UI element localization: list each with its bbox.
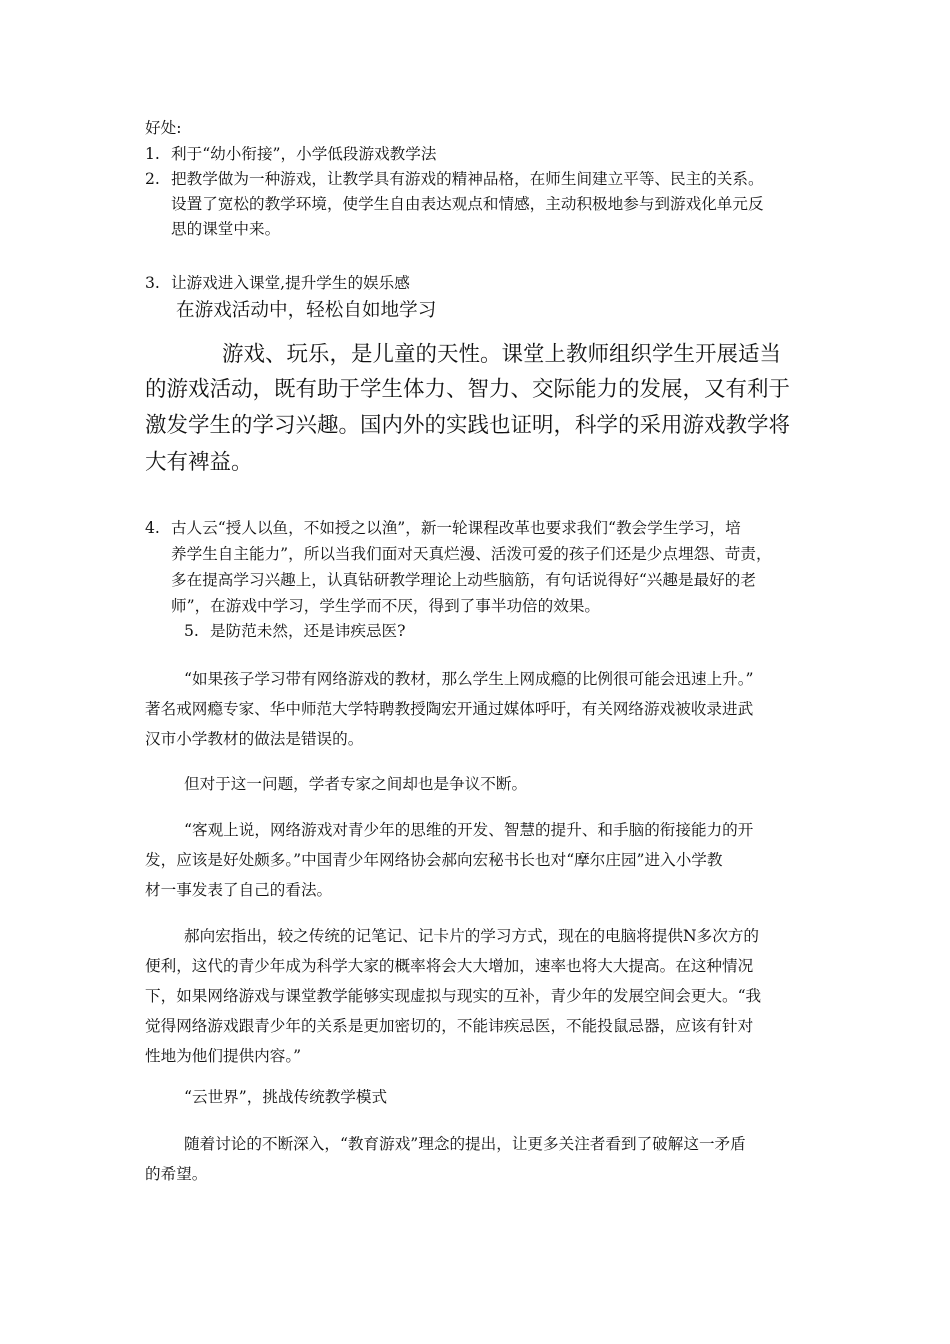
list-text: 让游戏进入课堂,提升学生的娱乐感 — [171, 274, 410, 292]
list-item-4-line-4: 师”，在游戏中学习，学生学而不厌，得到了事半功倍的效果。 — [171, 597, 601, 615]
list-item-2-line-3: 思的课堂中来。 — [171, 220, 281, 238]
large-paragraph-line-4: 大有裨益。 — [145, 450, 253, 475]
large-paragraph-line-1: 游戏、玩乐，是儿童的天性。课堂上教师组织学生开展适当 — [222, 342, 782, 367]
list-item-1 — [145, 143, 436, 165]
list-number: 3. — [145, 274, 160, 292]
list-number: 4. — [145, 519, 160, 537]
paragraph-3-line-2: 发，应该是好处颇多。”中国青少年网络协会郝向宏秘书长也对“摩尔庄园”进入小学教 — [145, 851, 723, 869]
list-item-2-line-2: 设置了宽松的教学环境，使学生自由表达观点和情感，主动积极地参与到游戏化单元反 — [171, 195, 764, 213]
list-item-2 — [145, 168, 764, 190]
paragraph-4-line-1: 郝向宏指出，较之传统的记笔记、记卡片的学习方式，现在的电脑将提供N多次方的 — [184, 927, 760, 945]
list-text: 是防范未然，还是讳疾忌医? — [210, 622, 406, 640]
paragraph-4-line-5: 性地为他们提供内容。” — [145, 1047, 302, 1065]
list-item-4 — [145, 517, 741, 539]
paragraph-3-line-1: “客观上说，网络游戏对青少年的思维的开发、智慧的提升、和手脑的衔接能力的开 — [184, 821, 754, 839]
paragraph-2-line-1: 但对于这一问题，学者专家之间却也是争议不断。 — [184, 775, 528, 793]
paragraph-1-line-1: “如果孩子学习带有网络游戏的教材，那么学生上网成瘾的比例很可能会迅速上升。” — [184, 670, 754, 688]
heading-benefits: 好处: — [145, 119, 182, 137]
list-item-3 — [145, 272, 410, 294]
list-item-4-line-3: 多在提高学习兴趣上，认真钻研教学理论上动些脑筋，有句话说得好“兴趣是最好的老 — [171, 571, 756, 589]
subheading: 在游戏活动中，轻松自如地学习 — [176, 300, 437, 321]
paragraph-4-line-3: 下，如果网络游戏与课堂教学能够实现虚拟与现实的互补，青少年的发展空间会更大。“我 — [145, 987, 762, 1005]
list-item-4-line-2: 养学生自主能力”，所以当我们面对天真烂漫、活泼可爱的孩子们还是少点埋怨、苛责， — [171, 545, 772, 563]
paragraph-1-line-3: 汉市小学教材的做法是错误的。 — [145, 730, 364, 748]
list-text: 把教学做为一种游戏，让教学具有游戏的精神品格，在师生间建立平等、民主的关系。 — [171, 170, 764, 188]
list-text: 古人云“授人以鱼，不如授之以渔”，新一轮课程改革也要求我们“教会学生学习，培 — [171, 519, 741, 537]
paragraph-6-line-2: 的希望。 — [145, 1165, 208, 1183]
list-number: 5. — [184, 622, 199, 640]
paragraph-1-line-2: 著名戒网瘾专家、华中师范大学特聘教授陶宏开通过媒体呼吁，有关网络游戏被收录进武 — [145, 700, 754, 718]
list-number: 1. — [145, 145, 160, 163]
list-text: 利于“幼小衔接”，小学低段游戏教学法 — [171, 145, 437, 163]
paragraph-3-line-3: 材一事发表了自己的看法。 — [145, 881, 333, 899]
list-number: 2. — [145, 170, 160, 188]
large-paragraph-line-3: 激发学生的学习兴趣。国内外的实践也证明，科学的采用游戏教学将 — [145, 413, 791, 438]
paragraph-5-line-1: “云世界”，挑战传统教学模式 — [184, 1088, 388, 1106]
paragraph-4-line-2: 便利，这代的青少年成为科学大家的概率将会大大增加，速率也将大大提高。在这种情况 — [145, 957, 754, 975]
large-paragraph-line-2: 的游戏活动，既有助于学生体力、智力、交际能力的发展，又有利于 — [145, 377, 791, 402]
paragraph-4-line-4: 觉得网络游戏跟青少年的关系是更加密切的，不能讳疾忌医，不能投鼠忌器，应该有针对 — [145, 1017, 754, 1035]
list-item-5 — [184, 620, 406, 642]
paragraph-6-line-1: 随着讨论的不断深入，“教育游戏”理念的提出，让更多关注者看到了破解这一矛盾 — [184, 1135, 746, 1153]
